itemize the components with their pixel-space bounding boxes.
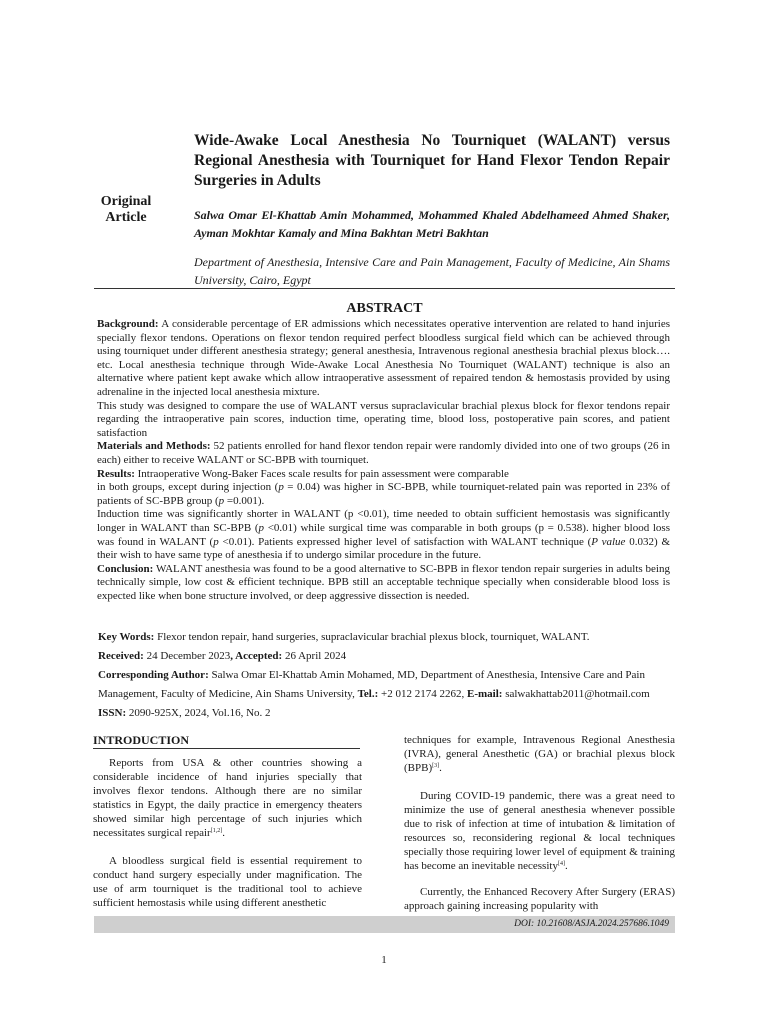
citation: [4] bbox=[557, 861, 565, 867]
abstract-aim: This study was designed to compare the use of WALANT versus supraclavicular brachial plexus block for flexor tendons repair regarding the intraoperative pain scores, induction time, operating time, blood loss, postoperative pain scores, and patient satisfaction bbox=[97, 399, 670, 439]
affiliation: Department of Anesthesia, Intensive Care and Pain Management, Faculty of Medicine, Ain Shams University, Cairo, Egypt bbox=[194, 255, 670, 287]
accepted-label: , Accepted: bbox=[230, 650, 283, 662]
corresponding-label: Corresponding Author: bbox=[98, 669, 209, 681]
results-label: Results: bbox=[97, 467, 135, 480]
paragraph-end: . bbox=[564, 860, 568, 872]
paper-title: Wide-Awake Local Anesthesia No Tourniquet (WALANT) versus Regional Anesthesia with Tourniquet for Hand Flexor Tendon Repair Surgeries in Adults bbox=[194, 132, 670, 189]
abstract-methods bbox=[97, 440, 670, 467]
article-type-line-1: Original bbox=[100, 194, 152, 209]
header-divider bbox=[94, 288, 675, 289]
conclusion-label: Conclusion: bbox=[97, 562, 154, 575]
results-text-3b: <0.01) while surgical time was comparable in both groups (p = 0.538). higher blood loss was found in WALANT ( bbox=[97, 521, 670, 548]
results-text-2b: = 0.04) was higher in SC-BPB, while tourniquet-related pain was reported in 23% of patients of SC-BPB group ( bbox=[97, 481, 670, 507]
article-type-label bbox=[94, 194, 158, 226]
paragraph-end: . bbox=[222, 827, 225, 839]
background-label: Background: bbox=[97, 318, 159, 330]
abstract-results-1 bbox=[97, 468, 670, 482]
conclusion-text: WALANT anesthesia was found to be a good alternative to SC-BPB in flexor tendon repair surgeries in adults being technically simple, low cost & efficient technique. BPB still an acceptable technique specially when considerable blood loss is expected like when bone structure involved, or deep aggressive dissection is needed. bbox=[97, 562, 670, 602]
issn-text: 2090-925X, 2024, Vol.16, No. 2 bbox=[126, 707, 271, 719]
paragraph-text: During COVID-19 pandemic, there was a great need to minimize the use of general anesthesia whenever possible due to risk of infection at time of intubation & limitation of resources so, reconsidering regional & local techniques specially those requiring lower level of equipment & training has become an inevitable necessity bbox=[404, 790, 675, 872]
p-symbol: p bbox=[218, 494, 225, 507]
paragraph-text: techniques for example, Intravenous Regional Anesthesia (IVRA), general Anesthetic (GA) or brachial plexus block (BPB) bbox=[404, 734, 675, 774]
paragraph-end: . bbox=[439, 762, 442, 774]
background-text: A considerable percentage of ER admissions which necessitates operative intervention are related to hand injuries specially flexor tendons. Operations on flexor tendon required perfect bloodless surgical field which can be achieved through using tourniquet under different anesthesia strategy; general anesthesia, Intravenous regional anesthesia brachial plexus block…. etc. Local anesthesia technique through Wide-Awake Local Anesthesia No Tourniquet (WALANT) technique is also an alternative where patient kept awake which allow intraoperative assessment of repaired tendon & hemostasis provided by using adrenaline in the injected local anesthesia mixture. bbox=[97, 318, 670, 398]
abstract-body bbox=[97, 318, 670, 603]
section-heading-introduction: INTRODUCTION bbox=[93, 733, 360, 749]
corresponding-author bbox=[98, 666, 673, 704]
citation: [1,2] bbox=[210, 828, 223, 834]
p-symbol: p bbox=[213, 535, 219, 548]
dates bbox=[98, 647, 673, 666]
email-label: E-mail: bbox=[466, 688, 503, 700]
results-text-2a: in both groups, except during injection ( bbox=[97, 481, 279, 494]
doi-link[interactable]: DOI: 10.21608/ASJA.2024.257686.1049 bbox=[514, 919, 669, 929]
tel-number: +2 012 2174 2262, bbox=[378, 688, 467, 700]
tel-label: Tel.: bbox=[357, 688, 379, 700]
methods-label: Materials and Methods: bbox=[97, 440, 211, 453]
keywords-text: Flexor tendon repair, hand surgeries, supraclavicular brachial plexus block, tourniquet, WALANT. bbox=[154, 631, 590, 643]
p-symbol: p bbox=[258, 521, 265, 534]
results-text-3a: Induction time was significantly shorter in WALANT (p <0.01), time needed to obtain sufficient hemostasis was significantly longer in WALANT than SC-BPB ( bbox=[97, 508, 670, 534]
results-text-2c: =0.001). bbox=[224, 494, 265, 507]
abstract-background bbox=[97, 318, 670, 400]
email-address[interactable]: salwakhattab2011@hotmail.com bbox=[502, 688, 650, 700]
keywords bbox=[98, 628, 673, 647]
paragraph: Currently, the Enhanced Recovery After Surgery (ERAS) approach gaining increasing popularity with bbox=[404, 886, 675, 912]
paragraph: A bloodless surgical field is essential requirement to conduct hand surgery especially under magnification. The use of arm tourniquet is the traditional tool to achieve sufficient hemostasis while using different anesthetic bbox=[93, 855, 362, 909]
p-value-label: P value bbox=[591, 535, 626, 548]
author-list: Salwa Omar El-Khattab Amin Mohammed, Mohammed Khaled Abdelhameed Ahmed Shaker, Ayman Mokhtar Kamaly and Mina Bakhtan Metri Bakhtan bbox=[194, 208, 670, 240]
paragraph bbox=[93, 756, 362, 840]
received-label: Received: bbox=[98, 650, 144, 662]
right-column bbox=[404, 733, 675, 913]
citation: [3] bbox=[432, 763, 440, 769]
received-date: 24 December 2023 bbox=[143, 650, 231, 662]
issn-label: ISSN: bbox=[98, 707, 127, 719]
keywords-label: Key Words: bbox=[98, 631, 155, 643]
doi-bar bbox=[94, 916, 675, 933]
results-text-3d: 0.032) & their wish to have same type of anesthesia if to undergo similar procedure in the future. bbox=[97, 535, 670, 562]
results-text-3c: <0.01). Patients expressed higher level of satisfaction with WALANT technique ( bbox=[218, 535, 592, 548]
corresponding-text: Salwa Omar El-Khattab Amin Mohamed, MD, Department of Anesthesia, Intensive Care and Pain Management, Faculty of Medicine, Ain Shams University, bbox=[98, 669, 645, 700]
page-number: 1 bbox=[381, 954, 387, 966]
left-column bbox=[93, 756, 362, 910]
paragraph bbox=[404, 789, 675, 873]
abstract-results-3 bbox=[97, 508, 670, 562]
paragraph bbox=[404, 733, 675, 775]
abstract-heading: ABSTRACT bbox=[346, 301, 423, 316]
p-symbol: p bbox=[278, 481, 284, 494]
abstract-results-2 bbox=[97, 481, 670, 508]
methods-text: 52 patients enrolled for hand flexor tendon repair were randomly divided into one of two groups (26 in each) either to receive WALANT or SC-BPB with tourniquet. bbox=[97, 440, 670, 466]
issn bbox=[98, 704, 673, 723]
abstract-conclusion bbox=[97, 563, 670, 604]
results-text-1: Intraoperative Wong-Baker Faces scale results for pain assessment were comparable bbox=[134, 467, 509, 480]
article-type-line-2: Article bbox=[105, 210, 147, 225]
paragraph-text: Reports from USA & other countries showing a considerable incidence of hand injuries specially that involves flexor tendons. Although there are no similar statistics in Egypt, the daily practice in emergency theaters showed similar high percentage of such injuries which necessitates surgical repair bbox=[93, 757, 362, 839]
accepted-date: 26 April 2024 bbox=[282, 650, 347, 662]
article-meta bbox=[98, 628, 673, 723]
